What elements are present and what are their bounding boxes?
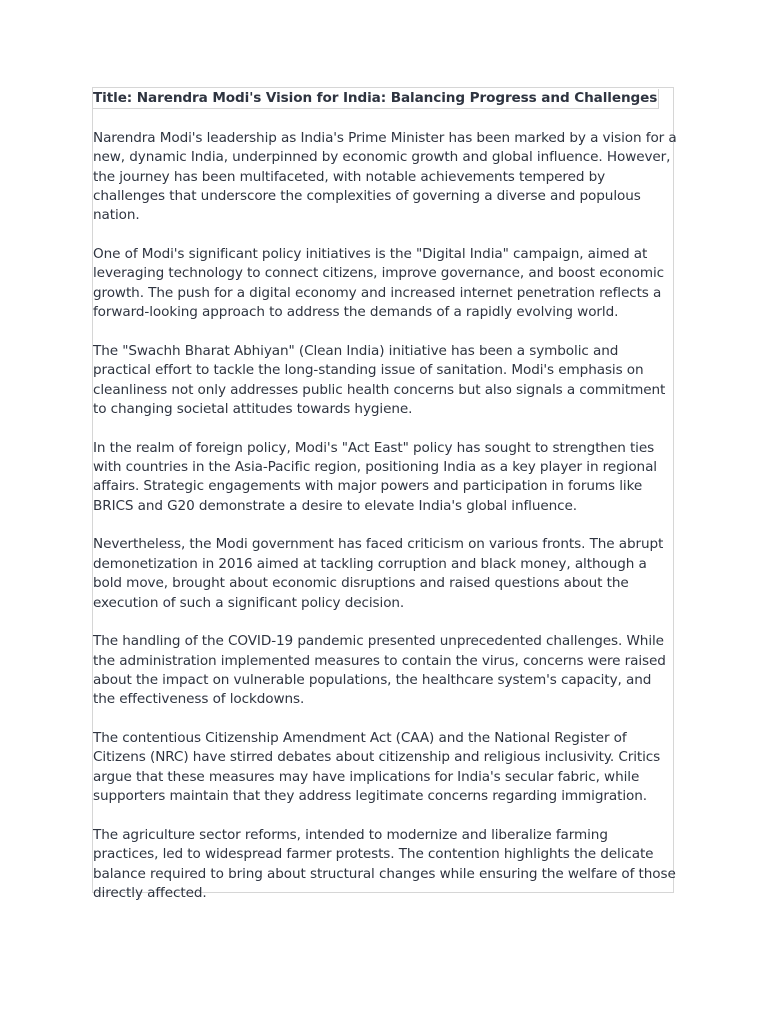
paragraph-agriculture: The agriculture sector reforms, intended to modernize and liberalize farming practices, led to widespread farmer protests. The contention highlights the delicate balance required to bring about structural changes while ensuring the welfare of those directly affected. bbox=[93, 826, 676, 902]
paragraph-swachh-bharat: The "Swachh Bharat Abhiyan" (Clean India) initiative has been a symbolic and practical effort to tackle the long-standing issue of sanitation. Modi's emphasis on cleanliness not only addresses public health concerns but also signals a commitment to changing societal attitudes towards hygiene. bbox=[93, 342, 666, 418]
paragraph-caa-nrc: The contentious Citizenship Amendment Act (CAA) and the National Register of Citizens (NRC) have stirred debates about citizenship and religious inclusivity. Critics argue that these measures may have implications for India's secular fabric, while supporters maintain that they address legitimate concerns regarding immigration. bbox=[93, 730, 661, 805]
paragraph-digital-india: One of Modi's significant policy initiatives is the "Digital India" campaign, aimed at leveraging technology to connect citizens, improve governance, and boost economic growth. The push for a digital economy and increased internet penetration reflects a forward-looking approach to address the demands of a rapidly evolving world. bbox=[93, 246, 665, 321]
paragraph-covid: The handling of the COVID-19 pandemic presented unprecedented challenges. While the administration implemented measures to contain the virus, concerns were raised about the impact on vulnerable populations, the healthcare system's capacity, and the effectiveness of lockdowns. bbox=[93, 633, 666, 708]
paragraph-intro: Narendra Modi's leadership as India's Prime Minister has been marked by a vision for a new, dynamic India, underpinned by economic growth and global influence. However, the journey has been multifaceted, with notable achievements tempered by challenges that underscore the complexities of governing a diverse and populous nation. bbox=[93, 129, 677, 224]
paragraph-act-east: In the realm of foreign policy, Modi's "Act East" policy has sought to strengthen ties with countries in the Asia-Pacific region, positioning India as a key player in regional affairs. Strategic engagements with major powers and participation in forums like BRICS and G20 demonstrate a desire to elevate India's global influence. bbox=[93, 439, 657, 514]
document-body bbox=[93, 89, 677, 904]
paragraph-demonetization: Nevertheless, the Modi government has faced criticism on various fronts. The abrupt demonetization in 2016 aimed at tackling corruption and black money, although a bold move, brought about economic disruptions and raised questions about the execution of such a significant policy decision. bbox=[93, 536, 664, 611]
document-title: Title: Narendra Modi's Vision for India: Balancing Progress and Challenges bbox=[93, 89, 659, 109]
